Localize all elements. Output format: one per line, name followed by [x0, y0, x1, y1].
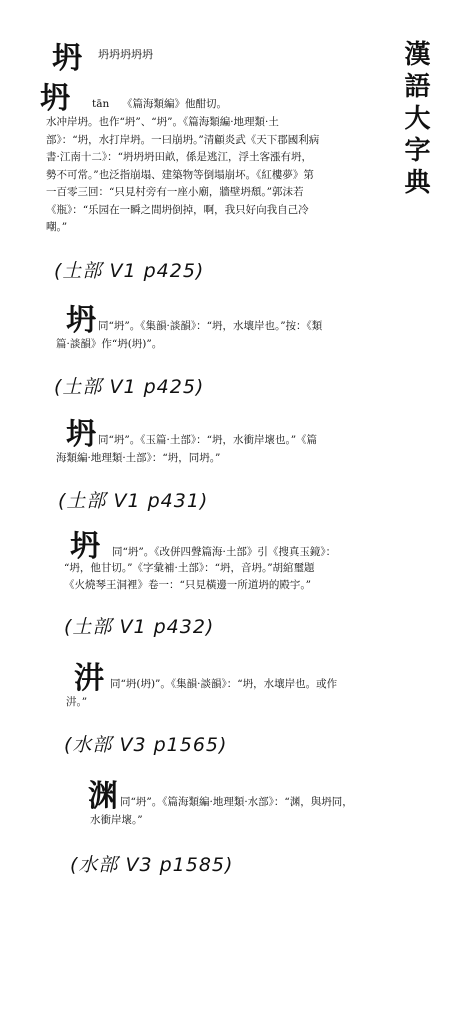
main-entry-line: 《篇海類編》他酣切。: [122, 98, 227, 110]
entry-text: [98, 432, 317, 449]
handwritten-ref: (土部 V1 p432): [64, 616, 215, 638]
entry-text-cont: [66, 694, 87, 711]
entry-text-cont: [64, 560, 315, 594]
main-entry-head-char-top: 坍: [52, 41, 82, 76]
main-entry-line: 書·江南十二》：“坍坍坍田畝，係是逃江，浮土客漲有坍，: [46, 151, 312, 163]
main-entry-pronunciation: tān: [92, 98, 110, 110]
entry-text: [120, 794, 353, 811]
entry-text: [98, 318, 398, 335]
entry-text-cont: [56, 450, 220, 467]
main-entry-body: [46, 114, 386, 237]
entry-line: 汫。”: [66, 696, 88, 708]
entry-line: 同“坍”。《集韻·談韻》：“坍，水壤岸也。”按：《類: [98, 320, 323, 332]
main-entry-head-char: 坍: [40, 81, 70, 116]
entry-line: 篇·談韻》作“坍(坍)”。: [56, 338, 163, 350]
entry-line: 同“坍”。《篇海類編·地理類·水部》：“渊，與坍同，: [120, 796, 353, 808]
entry-head-char: 渊: [88, 779, 118, 814]
handwritten-ref: (土部 V1 p431): [58, 490, 209, 512]
entry-text: [110, 676, 337, 693]
main-entry-variants: 坍坍坍坍坍: [98, 48, 153, 61]
main-entry-line: 勢不可常。”也泛指崩塌、建築物等倒塌崩坏。《紅樓夢》第: [46, 168, 314, 181]
entry-line: 《火燒琴王洞裡》卷一：“只見橫邊一所道坍的殿宇。”: [64, 579, 311, 591]
main-entry-line: 一百零三回：“只見村旁有一座小廟，牆壁坍頹。”郭沫若: [46, 186, 304, 198]
entry-line: 同“坍”。《玉篇·土部》：“坍，水衝岸壞也。”《篇: [98, 434, 318, 446]
entry-line: “坍，他甘切。”《字彙補·土部》：“坍，音坍。”胡綰璽題: [64, 562, 315, 574]
main-entry-line: 部》：“坍，水打岸坍。一曰崩坍。”清顧炎武《天下郡國利病: [46, 133, 320, 146]
entry-text-cont: [56, 336, 162, 353]
entry-head-char: 坍: [70, 529, 100, 564]
entry-head-char: 坍: [66, 303, 96, 338]
vertical-title: 漢語大字典: [400, 40, 430, 200]
handwritten-ref: (土部 V1 p425): [54, 376, 205, 398]
handwritten-ref: (水部 V3 p1585): [70, 854, 234, 876]
handwritten-ref: (水部 V3 p1565): [64, 734, 228, 756]
main-entry-line: 水冲岸坍。也作“坍”、“坍”。《篇海類編·地理類·土: [46, 116, 279, 128]
entry-head-char: 坍: [66, 417, 96, 452]
handwritten-ref: (土部 V1 p425): [54, 260, 205, 282]
entry-head-char: 汫: [74, 661, 104, 696]
entry-line: 同“坍(坍)”。《集韻·談韻》：“坍，水壤岸也。或作: [110, 678, 338, 690]
entry-line: 水衝岸壞。”: [90, 814, 143, 826]
entry-line: 海類編·地理類·土部》：“坍，同坍。”: [56, 452, 221, 464]
main-entry-line: 《瓶》：“乐园在一瞬之間坍倒掉，啊，我只好向我自己冷: [46, 203, 309, 216]
main-entry-line: 嘲。”: [46, 221, 68, 233]
main-entry-text: [122, 96, 382, 114]
entry-line: 同“坍”。《改併四聲篇海·土部》引《搜真玉鏡》：: [112, 546, 337, 558]
entry-text-cont: [90, 812, 143, 829]
entry-text: [112, 544, 336, 561]
